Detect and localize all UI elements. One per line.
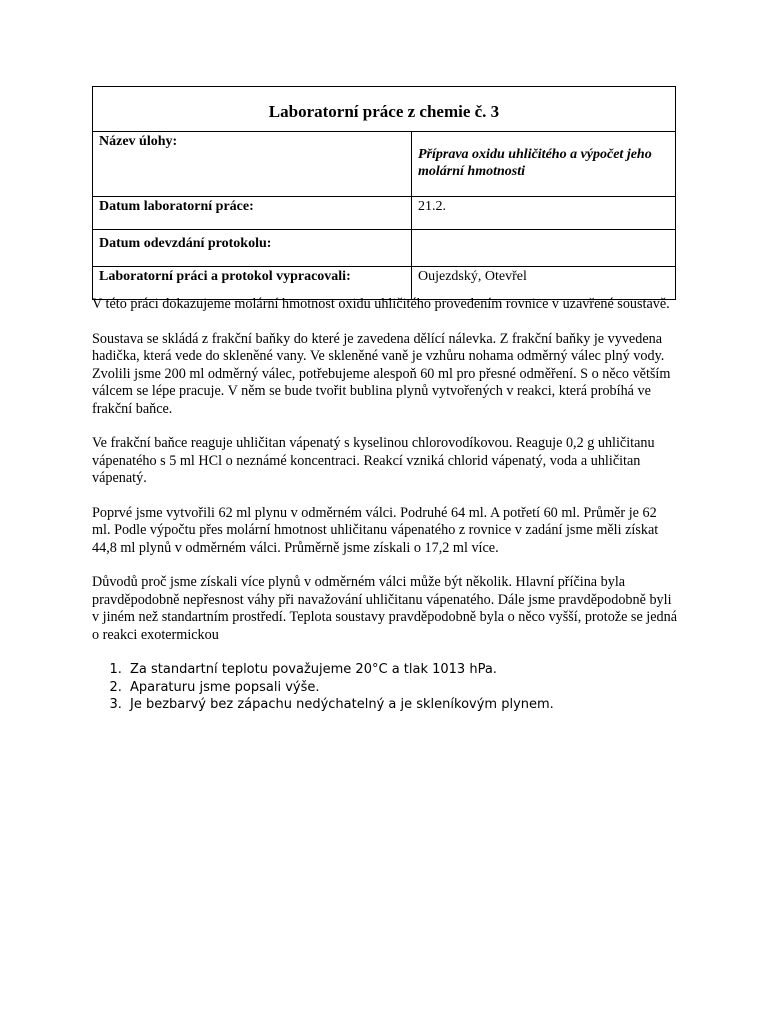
- list-item: 2. Aparaturu jsme popsali výše.: [126, 679, 678, 697]
- due-value: [412, 230, 676, 267]
- authors-row: [93, 267, 676, 300]
- document-title: Laboratorní práce z chemie č. 3: [93, 87, 676, 132]
- paragraph-discussion: Důvodů proč jsme získali více plynů v odměrném válci může být několik. Hlavní příčina byla pravděpodobně nepřesnost váhy při navažování uhličitanu vápenatého. Dále jsme pravděpodobně byli v jiném než standartním prostředí. Teplota soustavy pravděpodobně byla o něco vyšší, protože se jedná o reakci exotermickou: [92, 574, 678, 643]
- due-row: [93, 230, 676, 267]
- date-label: Datum laboratorní práce:: [93, 197, 412, 230]
- paragraph-reaction: Ve frakční baňce reaguje uhličitan vápenatý s kyselinou chlorovodíkovou. Reaguje 0,2 g uhličitanu vápenatého s 5 ml HCl o neznámé koncentraci. Reakcí vzniká chlorid vápenatý, voda a uhličitan vápenatý.: [92, 435, 655, 486]
- title-row: [93, 87, 676, 132]
- date-value: 21.2.: [412, 197, 676, 230]
- answers-list: [92, 661, 678, 714]
- authors-label: Laboratorní práci a protokol vypracovali:: [93, 267, 412, 300]
- paragraph-results: Poprvé jsme vytvořili 62 ml plynu v odměrném válci. Podruhé 64 ml. A potřetí 60 ml. Průměr je 62 ml. Podle výpočtu přes molární hmotnost uhličitanu vápenatého z rovnice v zadání jsme měli získat 44,8 ml plynů v odměrném válci. Průměrně jsme získali o 17,2 ml více.: [92, 504, 659, 556]
- paragraph-intro: V této práci dokazujeme molární hmotnost oxidu uhličitého provedením rovnice v uzavřené soustavě.: [92, 296, 670, 312]
- document-body: [92, 296, 678, 714]
- task-value: Příprava oxidu uhličitého a výpočet jeho molární hmotnosti: [412, 132, 676, 197]
- due-label: Datum odevzdání protokolu:: [93, 230, 412, 267]
- task-label: Název úlohy:: [93, 132, 412, 197]
- protocol-header-table: [92, 86, 676, 300]
- authors-value: Oujezdský, Otevřel: [412, 267, 676, 300]
- task-row: [93, 132, 676, 197]
- list-item: 3. Je bezbarvý bez zápachu nedýchatelný a je skleníkovým plynem.: [126, 696, 678, 714]
- date-row: [93, 197, 676, 230]
- list-item: 1. Za standartní teplotu považujeme 20°C a tlak 1013 hPa.: [126, 661, 678, 679]
- paragraph-apparatus: Soustava se skládá z frakční baňky do které je zavedena dělící nálevka. Z frakční baňky je vyvedena hadička, která vede do skleněné vany. Ve skleněné vaně je vzhůru nohama odměrný válec plný vody. Zvolili jsme 200 ml odměrný válec, potřebujeme alespoň 60 ml pro přesné odměření. S o něco větším válcem se lépe pracuje. V něm se bude tvořit bublina plynů vytvořených v reakci, která probíhá ve frakční baňce.: [92, 330, 671, 417]
